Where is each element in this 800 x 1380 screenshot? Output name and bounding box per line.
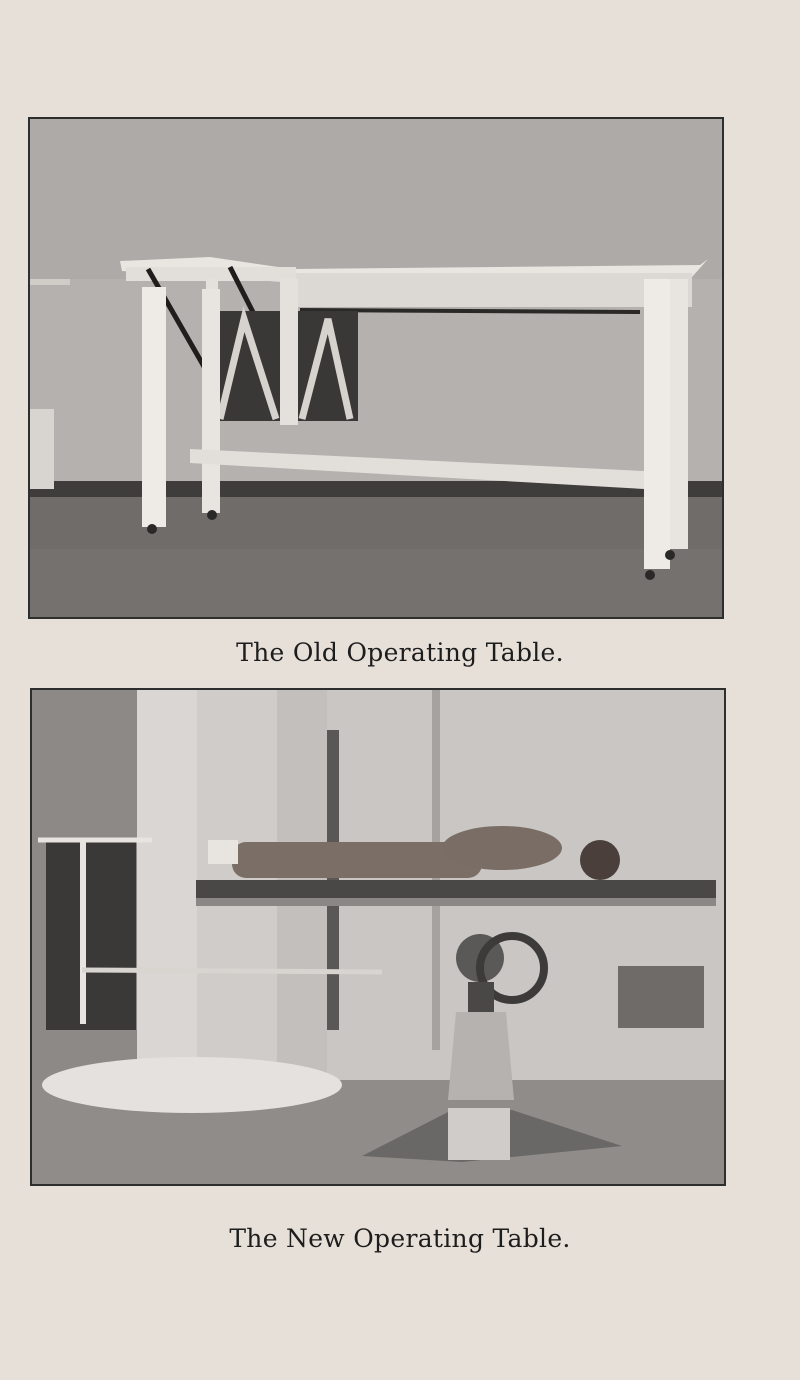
new-table-illustration — [32, 690, 724, 1184]
new-operating-table-photo — [30, 688, 726, 1186]
old-table-illustration — [30, 119, 722, 617]
old-operating-table-photo — [28, 117, 724, 619]
old-table-caption: The Old Operating Table. — [236, 638, 564, 667]
new-table-caption: The New Operating Table. — [229, 1224, 571, 1253]
